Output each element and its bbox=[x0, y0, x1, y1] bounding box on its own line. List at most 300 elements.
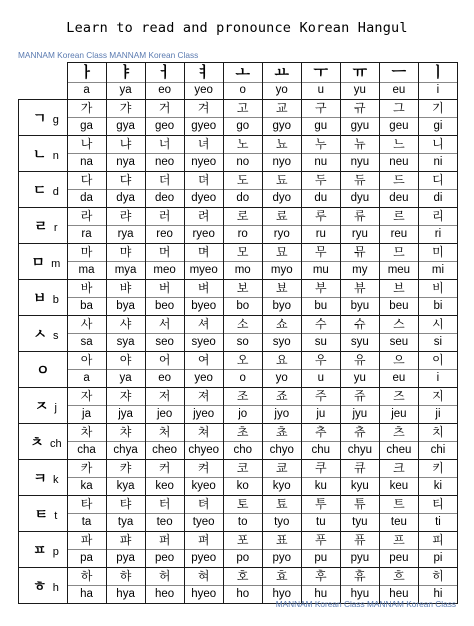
syllable-glyph: 키 bbox=[432, 461, 444, 475]
syllable-romanization: ha bbox=[68, 585, 106, 603]
syllable-cell bbox=[106, 568, 145, 604]
vowel-header-cell bbox=[340, 63, 379, 100]
syllable-cell bbox=[379, 244, 418, 280]
syllable-cell bbox=[262, 532, 301, 568]
syllable-glyph: 마 bbox=[80, 245, 93, 259]
syllable-glyph: 며 bbox=[197, 245, 210, 259]
syllable-glyph: 셔 bbox=[197, 317, 210, 331]
syllable-romanization: keu bbox=[380, 477, 418, 495]
syllable-romanization: cho bbox=[224, 441, 262, 459]
syllable-romanization: pa bbox=[68, 549, 106, 567]
syllable-glyph: 햐 bbox=[119, 569, 132, 583]
syllable-cell bbox=[223, 244, 262, 280]
vowel-glyph: ㅛ bbox=[274, 63, 289, 81]
syllable-romanization: eu bbox=[380, 369, 418, 387]
syllable-romanization: ta bbox=[68, 513, 106, 531]
syllable-romanization: myeo bbox=[185, 261, 223, 279]
syllable-glyph: 트 bbox=[393, 497, 405, 511]
syllable-romanization: da bbox=[68, 189, 106, 207]
syllable-cell bbox=[418, 496, 457, 532]
syllable-cell bbox=[223, 460, 262, 496]
syllable-romanization: neu bbox=[380, 153, 418, 171]
consonant-romanization: m bbox=[51, 257, 61, 270]
consonant-romanization: j bbox=[54, 401, 57, 414]
chart-body bbox=[19, 63, 458, 604]
vowel-romanization: i bbox=[419, 82, 457, 99]
syllable-glyph: 가 bbox=[80, 101, 93, 115]
syllable-glyph: 뱌 bbox=[119, 281, 132, 295]
syllable-glyph: 후 bbox=[315, 569, 327, 583]
syllable-cell bbox=[184, 496, 223, 532]
syllable-cell bbox=[184, 352, 223, 388]
syllable-romanization: nya bbox=[107, 153, 145, 171]
syllable-cell bbox=[418, 208, 457, 244]
syllable-glyph: 쥬 bbox=[354, 389, 366, 403]
syllable-glyph: 쳐 bbox=[197, 425, 210, 439]
syllable-romanization: bya bbox=[107, 297, 145, 315]
consonant-header-cell bbox=[19, 568, 68, 604]
syllable-cell bbox=[106, 280, 145, 316]
syllable-glyph: 커 bbox=[158, 461, 171, 475]
consonant-romanization: r bbox=[53, 221, 58, 234]
syllable-cell bbox=[67, 280, 106, 316]
syllable-glyph: 냐 bbox=[119, 137, 132, 151]
syllable-glyph: 퓨 bbox=[354, 533, 366, 547]
syllable-glyph: 즈 bbox=[393, 389, 405, 403]
syllable-cell bbox=[418, 100, 457, 136]
syllable-glyph: 스 bbox=[393, 317, 405, 331]
syllable-glyph: 조 bbox=[236, 389, 249, 403]
syllable-glyph: 타 bbox=[80, 497, 93, 511]
syllable-romanization: go bbox=[224, 117, 262, 135]
syllable-romanization: seu bbox=[380, 333, 418, 351]
vowel-header-cell bbox=[145, 63, 184, 100]
syllable-cell bbox=[184, 388, 223, 424]
syllable-glyph: 흐 bbox=[393, 569, 405, 583]
syllable-cell bbox=[340, 388, 379, 424]
syllable-glyph: 퍼 bbox=[158, 533, 171, 547]
syllable-cell bbox=[262, 352, 301, 388]
syllable-glyph: 시 bbox=[432, 317, 444, 331]
syllable-cell bbox=[67, 136, 106, 172]
consonant-romanization: k bbox=[53, 473, 59, 486]
syllable-romanization: yu bbox=[341, 369, 379, 387]
syllable-cell bbox=[418, 424, 457, 460]
syllable-cell bbox=[418, 352, 457, 388]
syllable-romanization: gi bbox=[419, 117, 457, 135]
syllable-glyph: 노 bbox=[236, 137, 249, 151]
syllable-romanization: byu bbox=[341, 297, 379, 315]
syllable-glyph: 허 bbox=[158, 569, 171, 583]
vowel-romanization: eu bbox=[380, 82, 418, 99]
syllable-romanization: ja bbox=[68, 405, 106, 423]
syllable-glyph: 머 bbox=[158, 245, 171, 259]
vowel-glyph: ㅏ bbox=[79, 63, 94, 81]
syllable-romanization: eo bbox=[146, 369, 184, 387]
syllable-cell bbox=[223, 172, 262, 208]
syllable-glyph: 샤 bbox=[119, 317, 132, 331]
syllable-cell bbox=[301, 244, 340, 280]
vowel-glyph: ㅑ bbox=[118, 63, 133, 81]
syllable-glyph: 포 bbox=[236, 533, 249, 547]
vowel-header-cell bbox=[379, 63, 418, 100]
syllable-romanization: kyu bbox=[341, 477, 379, 495]
syllable-cell bbox=[301, 496, 340, 532]
syllable-romanization: hyu bbox=[341, 585, 379, 603]
syllable-glyph: 코 bbox=[236, 461, 249, 475]
syllable-romanization: jya bbox=[107, 405, 145, 423]
syllable-cell bbox=[301, 532, 340, 568]
consonant-glyph: ㄷ bbox=[32, 182, 47, 199]
syllable-glyph: 츄 bbox=[354, 425, 366, 439]
vowel-glyph: ㅠ bbox=[352, 63, 368, 81]
syllable-cell bbox=[184, 316, 223, 352]
syllable-glyph: 두 bbox=[315, 173, 327, 187]
vowel-glyph: ㅓ bbox=[157, 63, 172, 81]
page-title: Learn to read and pronounce Korean Hangul bbox=[66, 20, 408, 36]
vowel-glyph: ㅡ bbox=[391, 63, 407, 81]
syllable-romanization: deo bbox=[146, 189, 184, 207]
syllable-cell bbox=[184, 100, 223, 136]
consonant-header-cell bbox=[19, 100, 68, 136]
syllable-glyph: 로 bbox=[236, 209, 249, 223]
syllable-cell bbox=[223, 424, 262, 460]
syllable-romanization: na bbox=[68, 153, 106, 171]
syllable-glyph: 져 bbox=[197, 389, 210, 403]
consonant-romanization: ch bbox=[49, 437, 62, 450]
syllable-glyph: 투 bbox=[315, 497, 327, 511]
syllable-cell bbox=[106, 496, 145, 532]
syllable-cell bbox=[262, 208, 301, 244]
syllable-glyph: 쵸 bbox=[275, 425, 288, 439]
syllable-cell bbox=[262, 100, 301, 136]
syllable-romanization: teu bbox=[380, 513, 418, 531]
syllable-glyph: 파 bbox=[80, 533, 93, 547]
syllable-cell bbox=[67, 568, 106, 604]
syllable-cell bbox=[379, 352, 418, 388]
syllable-cell bbox=[106, 424, 145, 460]
syllable-romanization: o bbox=[224, 369, 262, 387]
syllable-glyph: 어 bbox=[158, 353, 171, 367]
consonant-row bbox=[19, 532, 458, 568]
syllable-romanization: chyeo bbox=[185, 441, 223, 459]
syllable-cell bbox=[262, 388, 301, 424]
syllable-glyph: 야 bbox=[119, 353, 132, 367]
consonant-header-cell bbox=[19, 172, 68, 208]
syllable-glyph: 보 bbox=[236, 281, 249, 295]
syllable-cell bbox=[106, 172, 145, 208]
consonant-romanization: p bbox=[52, 545, 59, 558]
consonant-row bbox=[19, 316, 458, 352]
syllable-cell bbox=[145, 352, 184, 388]
syllable-cell bbox=[301, 352, 340, 388]
syllable-glyph: 누 bbox=[315, 137, 327, 151]
syllable-romanization: kyeo bbox=[185, 477, 223, 495]
vowel-header-row bbox=[19, 63, 458, 100]
consonant-header-cell bbox=[19, 496, 68, 532]
syllable-glyph: 규 bbox=[354, 101, 366, 115]
syllable-cell bbox=[106, 100, 145, 136]
syllable-romanization: hu bbox=[302, 585, 340, 603]
syllable-romanization: dya bbox=[107, 189, 145, 207]
corner-cell bbox=[19, 63, 68, 100]
syllable-cell bbox=[340, 424, 379, 460]
consonant-glyph: ㅁ bbox=[31, 254, 45, 271]
vowel-romanization: eo bbox=[146, 82, 184, 99]
syllable-cell bbox=[184, 460, 223, 496]
consonant-row bbox=[19, 352, 458, 388]
syllable-cell bbox=[145, 244, 184, 280]
syllable-glyph: 쇼 bbox=[275, 317, 288, 331]
syllable-glyph: 유 bbox=[354, 353, 366, 367]
syllable-glyph: 여 bbox=[197, 353, 210, 367]
consonant-glyph: ㅂ bbox=[32, 290, 47, 307]
syllable-cell bbox=[67, 424, 106, 460]
syllable-glyph: 호 bbox=[236, 569, 249, 583]
syllable-cell bbox=[301, 280, 340, 316]
syllable-glyph: 치 bbox=[432, 425, 444, 439]
syllable-glyph: 처 bbox=[158, 425, 171, 439]
syllable-glyph: 므 bbox=[393, 245, 405, 259]
syllable-glyph: 교 bbox=[275, 101, 288, 115]
consonant-glyph: ㄹ bbox=[34, 218, 48, 235]
syllable-glyph: 뉴 bbox=[354, 137, 366, 151]
syllable-cell bbox=[67, 460, 106, 496]
syllable-romanization: no bbox=[224, 153, 262, 171]
syllable-cell bbox=[379, 424, 418, 460]
syllable-glyph: 쟈 bbox=[119, 389, 132, 403]
syllable-romanization: di bbox=[419, 189, 457, 207]
syllable-glyph: 비 bbox=[432, 281, 444, 295]
syllable-cell bbox=[340, 316, 379, 352]
syllable-cell bbox=[379, 136, 418, 172]
syllable-cell bbox=[106, 532, 145, 568]
syllable-cell bbox=[418, 136, 457, 172]
syllable-glyph: 버 bbox=[158, 281, 171, 295]
syllable-romanization: mi bbox=[419, 261, 457, 279]
vowel-romanization: yo bbox=[263, 82, 301, 99]
syllable-romanization: ki bbox=[419, 477, 457, 495]
syllable-glyph: 브 bbox=[393, 281, 405, 295]
syllable-romanization: jeo bbox=[146, 405, 184, 423]
consonant-header-cell bbox=[19, 316, 68, 352]
vowel-romanization: ya bbox=[107, 82, 145, 99]
syllable-romanization: i bbox=[419, 369, 457, 387]
syllable-glyph: 소 bbox=[236, 317, 249, 331]
syllable-cell bbox=[223, 208, 262, 244]
syllable-romanization: tyo bbox=[263, 513, 301, 531]
syllable-glyph: 리 bbox=[432, 209, 444, 223]
syllable-glyph: 느 bbox=[393, 137, 405, 151]
syllable-cell bbox=[301, 100, 340, 136]
syllable-glyph: 디 bbox=[432, 173, 444, 187]
syllable-romanization: yo bbox=[263, 369, 301, 387]
syllable-romanization: tu bbox=[302, 513, 340, 531]
syllable-glyph: 녀 bbox=[197, 137, 210, 151]
consonant-row bbox=[19, 136, 458, 172]
syllable-glyph: 겨 bbox=[197, 101, 210, 115]
syllable-romanization: jeu bbox=[380, 405, 418, 423]
syllable-cell bbox=[184, 568, 223, 604]
syllable-cell bbox=[418, 460, 457, 496]
syllable-romanization: reu bbox=[380, 225, 418, 243]
vowel-romanization: o bbox=[224, 82, 262, 99]
syllable-cell bbox=[340, 100, 379, 136]
syllable-romanization: pu bbox=[302, 549, 340, 567]
syllable-romanization: mu bbox=[302, 261, 340, 279]
watermark-bottom: MANNAM Korean Class MANNAM Korean Class bbox=[275, 599, 456, 609]
syllable-cell bbox=[262, 316, 301, 352]
syllable-glyph: 먀 bbox=[119, 245, 132, 259]
syllable-romanization: so bbox=[224, 333, 262, 351]
consonant-glyph: ㅇ bbox=[35, 362, 50, 379]
vowel-header-cell bbox=[223, 63, 262, 100]
syllable-glyph: 라 bbox=[80, 209, 93, 223]
syllable-glyph: 뮤 bbox=[354, 245, 366, 259]
syllable-glyph: 휴 bbox=[354, 569, 366, 583]
syllable-cell bbox=[106, 352, 145, 388]
syllable-glyph: 무 bbox=[315, 245, 327, 259]
syllable-cell bbox=[145, 496, 184, 532]
syllable-cell bbox=[145, 568, 184, 604]
syllable-cell bbox=[145, 532, 184, 568]
syllable-romanization: nyo bbox=[263, 153, 301, 171]
syllable-romanization: nu bbox=[302, 153, 340, 171]
syllable-cell bbox=[379, 388, 418, 424]
syllable-romanization: ra bbox=[68, 225, 106, 243]
syllable-glyph: 묘 bbox=[275, 245, 288, 259]
syllable-cell bbox=[184, 136, 223, 172]
syllable-glyph: 차 bbox=[80, 425, 93, 439]
syllable-romanization: cha bbox=[68, 441, 106, 459]
vowel-romanization: yeo bbox=[185, 82, 223, 99]
syllable-romanization: kyo bbox=[263, 477, 301, 495]
syllable-romanization: dyeo bbox=[185, 189, 223, 207]
consonant-romanization: s bbox=[53, 329, 59, 342]
syllable-cell bbox=[301, 460, 340, 496]
syllable-romanization: beo bbox=[146, 297, 184, 315]
syllable-romanization: meu bbox=[380, 261, 418, 279]
syllable-cell bbox=[67, 388, 106, 424]
consonant-glyph: ㅍ bbox=[32, 542, 47, 559]
syllable-glyph: 표 bbox=[275, 533, 288, 547]
vowel-glyph: ㅗ bbox=[235, 63, 250, 81]
syllable-glyph: 갸 bbox=[119, 101, 132, 115]
syllable-glyph: 푸 bbox=[315, 533, 327, 547]
consonant-glyph: ㄱ bbox=[32, 110, 47, 127]
consonant-romanization: n bbox=[52, 149, 59, 162]
syllable-romanization: reo bbox=[146, 225, 184, 243]
syllable-romanization: jyu bbox=[341, 405, 379, 423]
syllable-glyph: 미 bbox=[432, 245, 444, 259]
syllable-romanization: du bbox=[302, 189, 340, 207]
syllable-romanization: peu bbox=[380, 549, 418, 567]
syllable-glyph: 뷰 bbox=[354, 281, 366, 295]
syllable-romanization: pi bbox=[419, 549, 457, 567]
syllable-romanization: bu bbox=[302, 297, 340, 315]
syllable-romanization: si bbox=[419, 333, 457, 351]
syllable-cell bbox=[379, 172, 418, 208]
syllable-glyph: 뇨 bbox=[275, 137, 288, 151]
consonant-row bbox=[19, 424, 458, 460]
hangul-chart bbox=[18, 62, 458, 604]
syllable-cell bbox=[67, 208, 106, 244]
syllable-glyph: 토 bbox=[236, 497, 249, 511]
syllable-glyph: 자 bbox=[80, 389, 93, 403]
syllable-glyph: 저 bbox=[158, 389, 171, 403]
syllable-glyph: 뵤 bbox=[275, 281, 288, 295]
syllable-glyph: 주 bbox=[315, 389, 327, 403]
syllable-romanization: gyo bbox=[263, 117, 301, 135]
syllable-cell bbox=[184, 424, 223, 460]
syllable-glyph: 너 bbox=[158, 137, 171, 151]
syllable-glyph: 아 bbox=[80, 353, 93, 367]
syllable-romanization: hya bbox=[107, 585, 145, 603]
syllable-romanization: sya bbox=[107, 333, 145, 351]
syllable-glyph: 루 bbox=[315, 209, 327, 223]
syllable-glyph: 하 bbox=[80, 569, 93, 583]
syllable-glyph: 으 bbox=[393, 353, 405, 367]
syllable-romanization: heo bbox=[146, 585, 184, 603]
syllable-glyph: 죠 bbox=[275, 389, 288, 403]
consonant-romanization: d bbox=[52, 185, 59, 198]
syllable-cell bbox=[379, 496, 418, 532]
consonant-header-cell bbox=[19, 244, 68, 280]
syllable-romanization: gyeo bbox=[185, 117, 223, 135]
syllable-romanization: ku bbox=[302, 477, 340, 495]
syllable-cell bbox=[67, 532, 106, 568]
syllable-cell bbox=[106, 208, 145, 244]
syllable-glyph: 부 bbox=[315, 281, 327, 295]
syllable-cell bbox=[340, 496, 379, 532]
syllable-romanization: hyeo bbox=[185, 585, 223, 603]
syllable-romanization: tya bbox=[107, 513, 145, 531]
syllable-romanization: beu bbox=[380, 297, 418, 315]
syllable-romanization: pyo bbox=[263, 549, 301, 567]
syllable-glyph: 니 bbox=[432, 137, 444, 151]
syllable-cell bbox=[418, 388, 457, 424]
syllable-romanization: mya bbox=[107, 261, 145, 279]
syllable-romanization: nyeo bbox=[185, 153, 223, 171]
vowel-header-cell bbox=[418, 63, 457, 100]
syllable-cell bbox=[67, 100, 106, 136]
syllable-romanization: geu bbox=[380, 117, 418, 135]
syllable-glyph: 려 bbox=[197, 209, 210, 223]
syllable-glyph: 랴 bbox=[119, 209, 132, 223]
syllable-romanization: do bbox=[224, 189, 262, 207]
syllable-glyph: 피 bbox=[432, 533, 444, 547]
syllable-cell bbox=[301, 208, 340, 244]
syllable-cell bbox=[145, 208, 184, 244]
vowel-glyph: ㅣ bbox=[430, 63, 446, 81]
consonant-glyph: ㅊ bbox=[30, 434, 44, 451]
syllable-glyph: 큐 bbox=[354, 461, 366, 475]
syllable-glyph: 바 bbox=[80, 281, 93, 295]
syllable-glyph: 지 bbox=[432, 389, 444, 403]
consonant-row bbox=[19, 460, 458, 496]
syllable-cell bbox=[340, 172, 379, 208]
syllable-glyph: 구 bbox=[315, 101, 327, 115]
consonant-row bbox=[19, 100, 458, 136]
syllable-romanization: ga bbox=[68, 117, 106, 135]
syllable-romanization: myo bbox=[263, 261, 301, 279]
syllable-cell bbox=[184, 532, 223, 568]
consonant-header-cell bbox=[19, 532, 68, 568]
syllable-romanization: pyu bbox=[341, 549, 379, 567]
syllable-glyph: 수 bbox=[315, 317, 327, 331]
syllable-cell bbox=[223, 496, 262, 532]
syllable-glyph: 료 bbox=[275, 209, 288, 223]
